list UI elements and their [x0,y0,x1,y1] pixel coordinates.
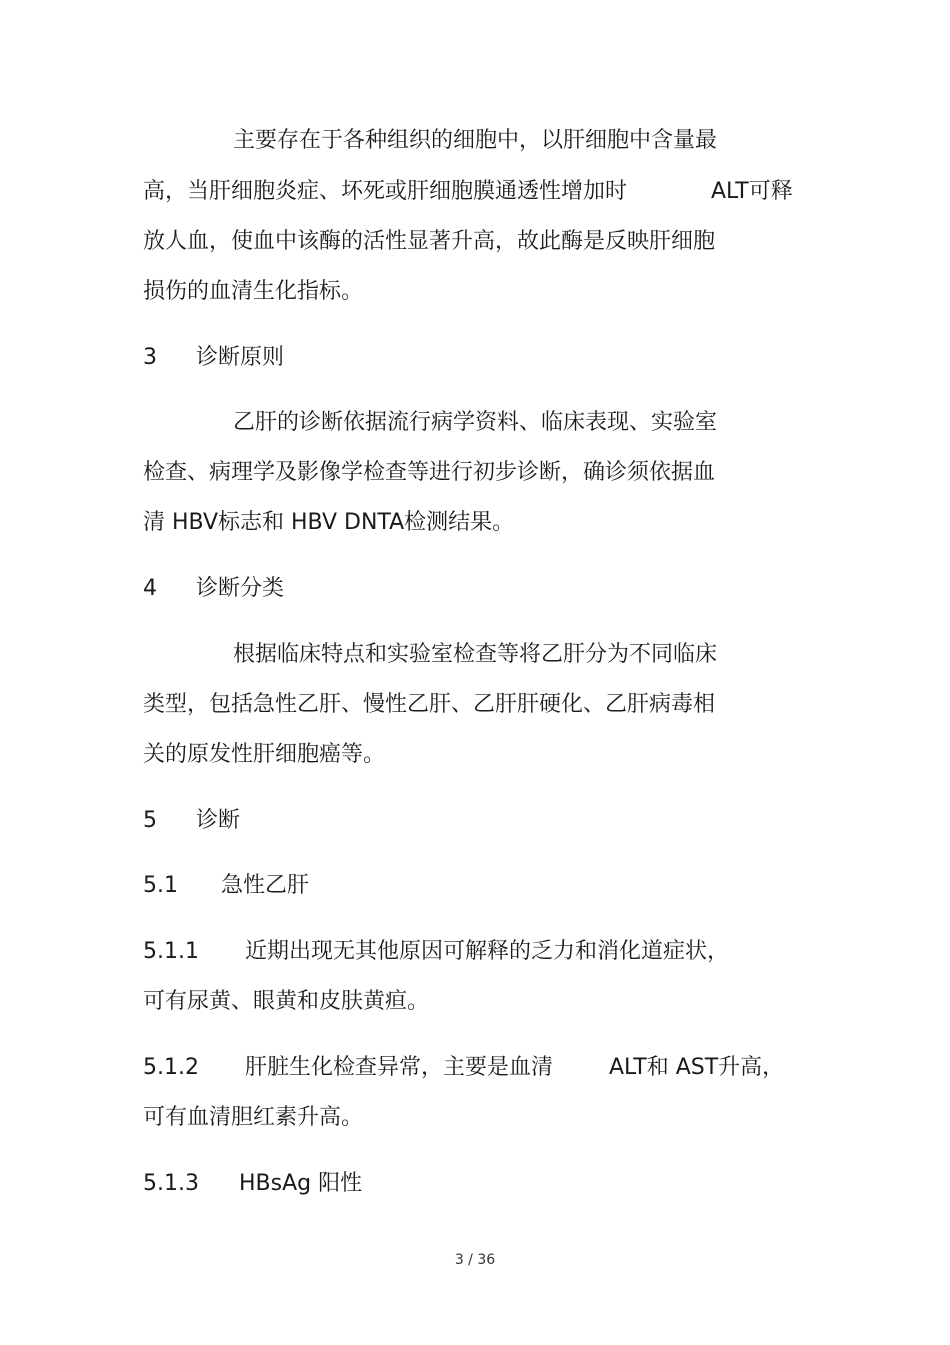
paragraph-2-line-2: 检查、病理学及影像学检查等进行初步诊断，确诊须依据血 [143,460,716,485]
section-5-1-3-number: 5.1.3 [143,1171,199,1196]
paragraph-1-line-4: 损伤的血清生化指标。 [143,279,364,304]
section-4-number: 4 [143,576,157,601]
section-3-number: 3 [143,345,157,370]
paragraph-3-line-2: 类型，包括急性乙肝、慢性乙肝、乙肝肝硬化、乙肝病毒相 [143,692,716,717]
paragraph-3-line-3: 关的原发性肝细胞癌等。 [143,742,386,767]
paragraph-1-line-1: 主要存在于各种组织的细胞中，以肝细胞中含量最 [233,128,718,153]
paragraph-1-line-3: 放人血，使血中该酶的活性显著升高，故此酶是反映肝细胞 [143,229,716,254]
paragraph-2-line-3: 清 HBV标志和 HBV DNTA检测结果。 [143,510,515,535]
paragraph-3-line-1: 根据临床特点和实验室检查等将乙肝分为不同临床 [233,642,718,667]
section-5-1-2-number: 5.1.2 [143,1055,199,1080]
paragraph-5-line-1: 肝脏生化检查异常，主要是血清 [245,1055,554,1080]
section-3-title: 诊断原则 [196,345,285,370]
paragraph-2-line-1: 乙肝的诊断依据流行病学资料、临床表现、实验室 [233,410,718,435]
section-4-title: 诊断分类 [196,576,285,601]
section-5-1-1-number: 5.1.1 [143,939,199,964]
paragraph-1-line-2-tail: ALT可释 [711,179,793,204]
paragraph-5-line-1-tail: ALT和 AST升高， [609,1055,785,1080]
paragraph-5-line-2: 可有血清胆红素升高。 [143,1105,364,1130]
section-5-1-number: 5.1 [143,873,178,898]
page-number: 3 / 36 [454,1252,496,1268]
section-5-1-title: 急性乙肝 [221,873,310,898]
paragraph-4-line-2: 可有尿黄、眼黄和皮肤黄疸。 [143,989,430,1014]
section-5-title: 诊断 [196,808,241,833]
section-5-number: 5 [143,808,157,833]
paragraph-1-line-2: 高，当肝细胞炎症、坏死或肝细胞膜通透性增加时 [143,179,628,204]
paragraph-4-line-1: 近期出现无其他原因可解释的乏力和消化道症状， [245,939,730,964]
section-5-1-3-title: HBsAg 阳性 [239,1171,363,1196]
